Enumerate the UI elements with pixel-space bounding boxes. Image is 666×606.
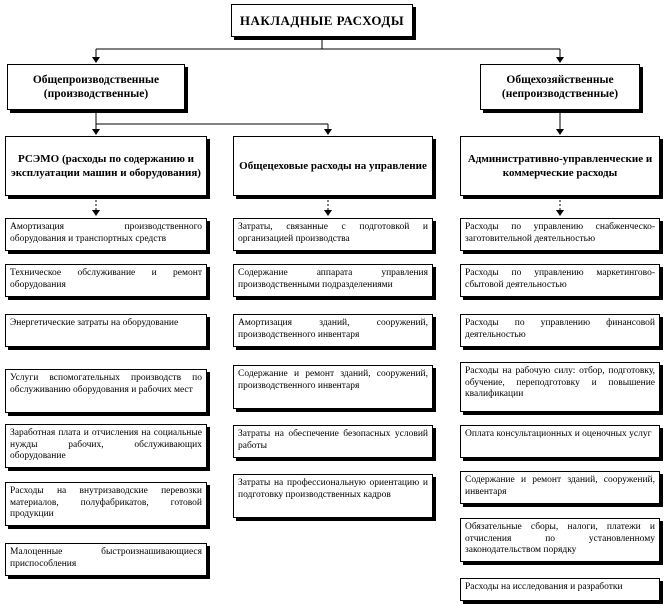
business-overhead-box (480, 64, 640, 110)
rsemo-label: РСЭМО (расходы по содержанию и эксплуатации машин и оборудования) (11, 153, 201, 179)
shop-item: Содержание аппарата управления производственными подразделениями (233, 264, 433, 297)
production-overhead-box (7, 64, 185, 110)
admin-item: Расходы по управлению финансовой деятельностью (460, 314, 660, 347)
admin-item: Расходы на исследования и разработки (460, 578, 660, 601)
rsemo-box (5, 136, 207, 196)
admin-item: Содержание и ремонт зданий, сооружений, инвентаря (460, 471, 660, 504)
admin-item: Расходы по управлению снабженческо-заготовительной деятельностью (460, 218, 660, 251)
title-box (231, 4, 413, 37)
shop-item: Содержание и ремонт зданий, сооружений, производственного инвентаря (233, 365, 433, 409)
rsemo-item: Амортизация производственного оборудования и транспортных средств (5, 218, 207, 251)
shop-management-label: Общецеховые расходы на управление (239, 160, 427, 172)
rsemo-item: Услуги вспомогательных производств по обслуживанию оборудования и рабочих мест (5, 369, 207, 413)
rsemo-item: Заработная плата и отчисления на социальные нужды рабочих, обслуживающих оборудование (5, 424, 207, 468)
business-overhead-label: Общехозяйственные (непроизводственные) (501, 74, 619, 100)
shop-management-box (233, 136, 433, 196)
rsemo-item: Техническое обслуживание и ремонт оборудования (5, 264, 207, 297)
rsemo-item: Энергетические затраты на оборудование (5, 314, 207, 347)
shop-item: Затраты, связанные с подготовкой и организацией производства (233, 218, 433, 251)
shop-item: Затраты на обеспечение безопасных условий работы (233, 425, 433, 458)
admin-item: Расходы на рабочую силу: отбор, подготовку, обучение, переподготовку и повышение квалификации (460, 362, 660, 412)
admin-item: Расходы по управлению маркетингово-сбытовой деятельностью (460, 264, 660, 297)
rsemo-item: Расходы на внутризаводские перевозки материалов, полуфабрикатов, готовой продукции (5, 482, 207, 526)
admin-item: Оплата консультационных и оценочных услуг (460, 425, 660, 458)
rsemo-item: Малоценные быстроизнашивающиеся приспособления (5, 543, 207, 576)
shop-item: Амортизация зданий, сооружений, производственного инвентаря (233, 314, 433, 347)
admin-commercial-label: Административно-управленческие и коммерческие расходы (467, 153, 653, 179)
admin-item: Обязательные сборы, налоги, платежи и отчисления по установленному законодательством порядку (460, 518, 660, 562)
title-text: НАКЛАДНЫЕ РАСХОДЫ (239, 12, 405, 28)
admin-commercial-box (460, 136, 660, 196)
production-overhead-label: Общепроизводственные (производственные) (32, 74, 160, 100)
shop-item: Затраты на профессиональную ориентацию и подготовку производственных кадров (233, 474, 433, 518)
